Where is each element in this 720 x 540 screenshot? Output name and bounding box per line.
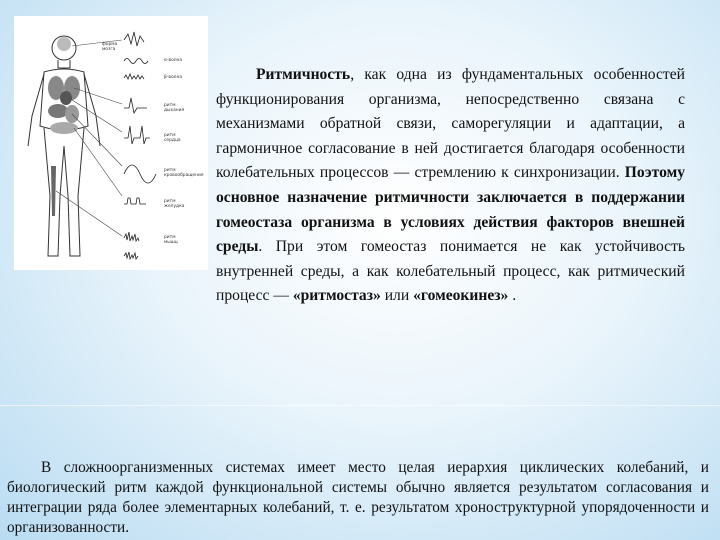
svg-text:сердца: сердца (164, 138, 181, 143)
svg-text:α-волна: α-волна (164, 58, 183, 63)
svg-text:желудка: желудка (164, 204, 185, 209)
paragraph-text-3: или (380, 287, 414, 305)
paragraph-bold-1: Поэтому основное назначение ритмичности заключается в поддержании гомеостаза организма в условиях действия факторов внешней среды (216, 164, 685, 256)
svg-text:β-волна: β-волна (164, 75, 183, 80)
term-rhythmostasis: «ритмостаз» (292, 287, 381, 305)
svg-text:ритм: ритм (164, 168, 176, 173)
svg-text:ритм: ритм (164, 235, 176, 240)
svg-text:мышц: мышц (164, 240, 178, 245)
main-paragraph (216, 63, 685, 309)
svg-text:ритм: ритм (164, 199, 176, 204)
divider (0, 405, 720, 406)
paragraph-text-1: , как одна из фундаментальных особенностей функционирования организма, непосредственно связана с механизмами обратной связи, саморегуляции и адаптации, а гармоничное согласование в ней достигается благодаря особенности колебательных процессов — стремлению к синхронизации. (216, 66, 685, 182)
svg-text:ритм: ритм (164, 103, 176, 108)
svg-text:кровообращения: кровообращения (164, 173, 204, 178)
svg-text:мозга: мозга (102, 47, 116, 52)
paragraph-text-2: . При этом гомеостаз понимается не как устойчивость внутренней среды, а как колебательный процесс, как ритмический процесс — (216, 238, 685, 305)
term-rhythmicity: Ритмичность (256, 66, 351, 83)
svg-text:дыхания: дыхания (164, 108, 185, 113)
bottom-paragraph: В сложноорганизменных системах имеет место целая иерархия циклических колебаний, и биологический ритм каждой функциональной системы обычно является результатом согласования и интеграции ряда более элементарных колебаний, т. е. результатом хроноструктурной упорядоченности и организованности. (7, 459, 709, 536)
svg-text:форма: форма (102, 42, 118, 47)
body-rhythms-illustration (14, 16, 208, 270)
paragraph-text-4: . (508, 287, 517, 305)
svg-text:ритм: ритм (164, 133, 176, 138)
term-homeokinesis: «гомеокинез» (413, 287, 509, 305)
